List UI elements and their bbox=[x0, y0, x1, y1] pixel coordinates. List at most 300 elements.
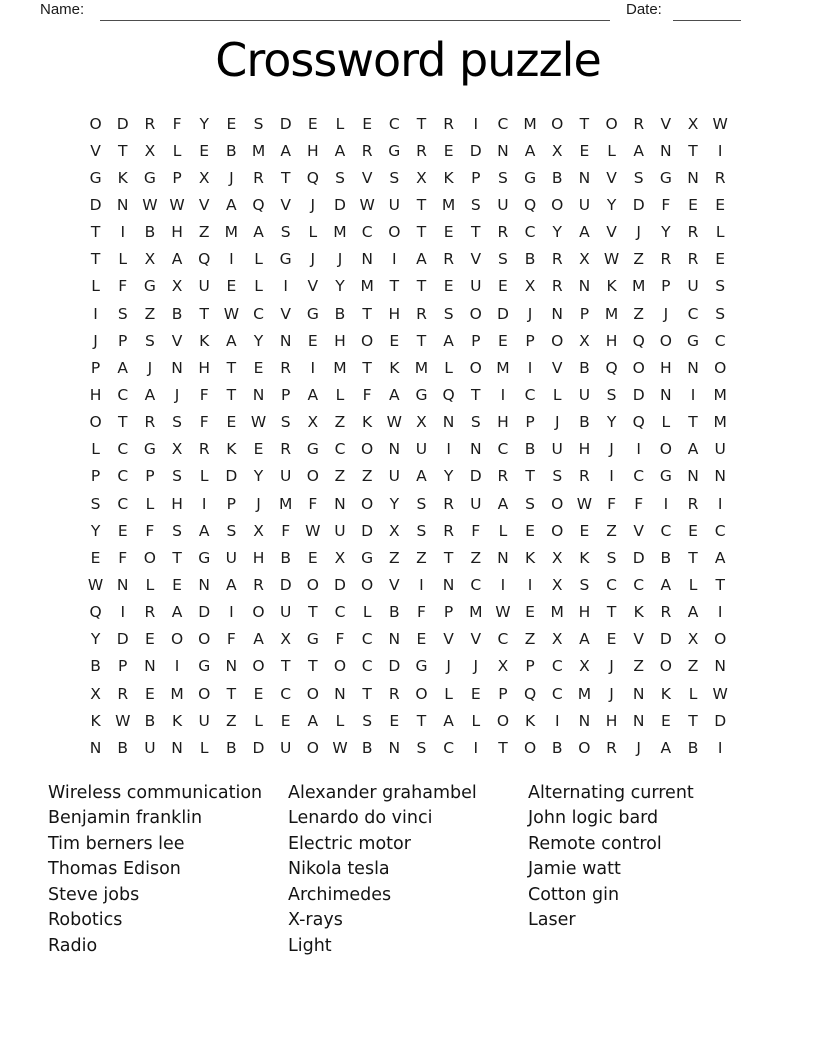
grid-letter: L bbox=[254, 250, 263, 269]
grid-letter: G bbox=[89, 168, 102, 187]
grid-letter: C bbox=[633, 575, 645, 594]
grid-letter: A bbox=[687, 440, 699, 459]
grid-letter: U bbox=[144, 738, 156, 757]
grid-letter: O bbox=[361, 575, 374, 594]
grid-letter: H bbox=[497, 413, 509, 432]
grid-letter: G bbox=[361, 548, 374, 567]
grid-letter: D bbox=[714, 711, 727, 730]
grid-letter: U bbox=[279, 738, 292, 757]
grid-letter: C bbox=[497, 114, 509, 133]
grid-letter: B bbox=[280, 548, 291, 567]
grid-letter: L bbox=[91, 440, 100, 459]
grid-letter: D bbox=[632, 548, 645, 567]
grid-letter: A bbox=[253, 223, 264, 242]
grid-letter: C bbox=[361, 657, 373, 676]
grid-letter: R bbox=[361, 141, 373, 160]
grid-letter: L bbox=[199, 467, 209, 486]
grid-letter: L bbox=[661, 413, 671, 432]
word-list-item: Alternating current bbox=[528, 783, 694, 803]
grid-letter: X bbox=[171, 277, 183, 296]
date-label: Date: bbox=[626, 1, 662, 18]
grid-letter: M bbox=[713, 385, 727, 404]
grid-letter: C bbox=[524, 385, 536, 404]
grid-letter: R bbox=[497, 223, 509, 242]
grid-letter: R bbox=[687, 250, 699, 269]
grid-letter: R bbox=[416, 141, 427, 160]
grid-letter: E bbox=[307, 114, 318, 133]
grid-letter: M bbox=[604, 304, 619, 323]
grid-letter: R bbox=[606, 738, 617, 757]
grid-letter: P bbox=[661, 277, 671, 296]
grid-letter: X bbox=[144, 250, 156, 269]
grid-letter: P bbox=[525, 657, 535, 676]
grid-letter: J bbox=[527, 304, 533, 323]
grid-letter: Q bbox=[632, 331, 645, 350]
grid-letter: Y bbox=[552, 223, 562, 242]
grid-letter: X bbox=[551, 548, 563, 567]
grid-letter: F bbox=[634, 494, 644, 513]
grid-letter: I bbox=[174, 657, 180, 676]
grid-letter: U bbox=[415, 440, 428, 459]
word-list-item: Electric motor bbox=[288, 833, 411, 854]
word-list-item: Nikola tesla bbox=[288, 859, 390, 880]
grid-letter: A bbox=[687, 603, 699, 622]
grid-letter: X bbox=[144, 141, 156, 160]
grid-letter: C bbox=[524, 223, 536, 242]
grid-letter: O bbox=[415, 684, 428, 703]
grid-letter: E bbox=[144, 684, 155, 703]
grid-letter: G bbox=[306, 440, 319, 459]
grid-letter: E bbox=[525, 521, 535, 540]
grid-letter: X bbox=[416, 413, 427, 432]
grid-letter: R bbox=[253, 168, 264, 187]
grid-letter: T bbox=[471, 223, 481, 242]
grid-letter: J bbox=[310, 195, 316, 214]
grid-letter: O bbox=[306, 684, 319, 703]
grid-letter: U bbox=[198, 277, 210, 296]
grid-letter: W bbox=[359, 195, 375, 214]
grid-letter: Y bbox=[253, 331, 264, 350]
grid-letter: V bbox=[361, 168, 373, 187]
grid-letter: B bbox=[579, 358, 590, 377]
grid-letter: R bbox=[443, 521, 454, 540]
grid-letter: N bbox=[198, 575, 210, 594]
grid-letter: R bbox=[497, 467, 509, 486]
grid-letter: B bbox=[144, 223, 156, 242]
word-list-item: John logic bard bbox=[528, 808, 659, 829]
grid-letter: Z bbox=[334, 467, 346, 486]
grid-letter: O bbox=[469, 304, 482, 323]
grid-letter: I bbox=[500, 575, 506, 594]
grid-letter: T bbox=[280, 657, 291, 676]
grid-letter: A bbox=[226, 575, 237, 594]
grid-letter: R bbox=[660, 603, 672, 622]
grid-letter: H bbox=[578, 440, 591, 459]
grid-letter: F bbox=[145, 521, 155, 540]
grid-letter: N bbox=[660, 385, 672, 404]
puzzle-title: Crossword puzzle bbox=[215, 33, 601, 87]
grid-letter: R bbox=[714, 168, 726, 187]
grid-letter: G bbox=[198, 548, 211, 567]
grid-letter: X bbox=[198, 168, 210, 187]
grid-letter: P bbox=[443, 603, 454, 622]
grid-letter: G bbox=[388, 141, 401, 160]
grid-letter: D bbox=[659, 630, 672, 649]
grid-letter: Z bbox=[334, 413, 346, 432]
grid-letter: T bbox=[389, 277, 400, 296]
grid-letter: Q bbox=[632, 413, 645, 432]
grid-letter: O bbox=[89, 413, 102, 432]
grid-letter: T bbox=[226, 358, 237, 377]
grid-letter: B bbox=[334, 304, 346, 323]
grid-letter: D bbox=[361, 521, 374, 540]
grid-letter: B bbox=[660, 548, 672, 567]
grid-letter: E bbox=[226, 413, 237, 432]
grid-letter: T bbox=[443, 548, 454, 567]
grid-letter: N bbox=[632, 684, 645, 703]
grid-letter: R bbox=[551, 277, 563, 296]
grid-letter: N bbox=[171, 738, 183, 757]
grid-letter: N bbox=[116, 575, 129, 594]
grid-letter: T bbox=[688, 548, 698, 567]
grid-letter: O bbox=[361, 331, 374, 350]
grid-letter: R bbox=[144, 413, 156, 432]
grid-letter: S bbox=[280, 223, 291, 242]
grid-letter: M bbox=[577, 684, 592, 703]
grid-letter: H bbox=[171, 223, 183, 242]
grid-letter: O bbox=[551, 331, 564, 350]
grid-letter: C bbox=[606, 575, 617, 594]
grid-letter: J bbox=[310, 250, 316, 269]
grid-letter: I bbox=[120, 223, 126, 242]
grid-letter: O bbox=[659, 440, 672, 459]
grid-letter: I bbox=[392, 250, 397, 269]
grid-letter: S bbox=[226, 521, 237, 540]
grid-letter: H bbox=[198, 358, 211, 377]
grid-letter: E bbox=[199, 141, 210, 160]
grid-letter: K bbox=[117, 168, 128, 187]
grid-letter: H bbox=[605, 331, 618, 350]
grid-letter: B bbox=[551, 168, 563, 187]
grid-letter: T bbox=[579, 114, 590, 133]
grid-letter: E bbox=[416, 630, 427, 649]
grid-letter: I bbox=[554, 711, 560, 730]
grid-letter: T bbox=[118, 141, 128, 160]
grid-letter: A bbox=[416, 250, 427, 269]
grid-letter: E bbox=[307, 548, 318, 567]
grid-letter: Y bbox=[606, 413, 617, 432]
grid-letter: V bbox=[551, 358, 563, 377]
grid-letter: D bbox=[279, 114, 292, 133]
grid-letter: C bbox=[660, 521, 672, 540]
grid-letter: A bbox=[443, 711, 454, 730]
grid-letter: V bbox=[198, 195, 210, 214]
grid-letter: M bbox=[251, 141, 266, 160]
grid-letter: O bbox=[496, 711, 510, 730]
grid-letter: H bbox=[605, 711, 618, 730]
grid-letter: W bbox=[250, 413, 267, 432]
grid-letter: D bbox=[116, 114, 129, 133]
grid-letter: N bbox=[252, 385, 265, 404]
grid-letter: C bbox=[714, 331, 726, 350]
grid-letter: V bbox=[280, 195, 291, 214]
grid-letter: C bbox=[117, 494, 129, 513]
grid-letter: I bbox=[717, 494, 723, 513]
grid-letter: I bbox=[229, 250, 234, 269]
grid-letter: S bbox=[362, 711, 373, 730]
grid-letter: Z bbox=[416, 548, 427, 567]
grid-letter: N bbox=[632, 711, 645, 730]
grid-letter: I bbox=[120, 603, 126, 622]
grid-letter: E bbox=[226, 114, 237, 133]
word-list-item: Jamie watt bbox=[528, 859, 621, 880]
grid-letter: X bbox=[579, 331, 590, 350]
date-fill-line bbox=[673, 20, 741, 21]
grid-letter: P bbox=[90, 358, 101, 377]
grid-letter: J bbox=[609, 684, 614, 703]
grid-letter: D bbox=[469, 467, 482, 486]
grid-letter: E bbox=[443, 141, 454, 160]
grid-letter: N bbox=[687, 467, 699, 486]
grid-letter: B bbox=[144, 711, 156, 730]
grid-letter: M bbox=[414, 358, 429, 377]
grid-letter: C bbox=[714, 521, 726, 540]
grid-letter: C bbox=[117, 467, 129, 486]
grid-letter: Z bbox=[388, 548, 400, 567]
grid-letter: Q bbox=[523, 195, 537, 214]
grid-letter: J bbox=[256, 494, 261, 513]
grid-letter: N bbox=[279, 331, 292, 350]
grid-letter: E bbox=[144, 630, 155, 649]
grid-letter: O bbox=[551, 521, 564, 540]
word-list-column bbox=[48, 781, 288, 959]
grid-letter: H bbox=[89, 385, 102, 404]
grid-letter: E bbox=[715, 195, 726, 214]
grid-letter: A bbox=[117, 358, 129, 377]
grid-letter: V bbox=[633, 521, 644, 540]
grid-letter: M bbox=[550, 603, 564, 622]
grid-letter: W bbox=[495, 603, 511, 622]
grid-letter: T bbox=[226, 385, 237, 404]
grid-letter: Y bbox=[253, 467, 264, 486]
grid-letter: G bbox=[415, 657, 428, 676]
grid-letter: O bbox=[252, 603, 265, 622]
grid-letter: M bbox=[469, 603, 483, 622]
grid-letter: R bbox=[280, 358, 292, 377]
grid-letter: A bbox=[253, 630, 264, 649]
word-list-item: Cotton gin bbox=[528, 884, 620, 905]
grid-letter: C bbox=[633, 467, 645, 486]
grid-letter: A bbox=[524, 141, 536, 160]
grid-letter: A bbox=[198, 521, 210, 540]
grid-letter: I bbox=[527, 575, 533, 594]
grid-letter: X bbox=[280, 630, 291, 649]
grid-letter: T bbox=[688, 711, 698, 730]
grid-letter: I bbox=[690, 385, 696, 404]
grid-letter: B bbox=[361, 738, 373, 757]
grid-letter: X bbox=[551, 141, 563, 160]
grid-letter: A bbox=[388, 385, 400, 404]
grid-letter: T bbox=[525, 467, 535, 486]
grid-letter: R bbox=[117, 684, 129, 703]
grid-letter: Y bbox=[90, 630, 101, 649]
grid-letter: J bbox=[473, 657, 479, 676]
grid-letter: V bbox=[443, 630, 454, 649]
grid-letter: Q bbox=[252, 195, 265, 214]
grid-letter: N bbox=[144, 657, 156, 676]
grid-letter: L bbox=[254, 711, 263, 730]
grid-letter: V bbox=[606, 223, 617, 242]
word-list-item: Wireless communication bbox=[48, 783, 263, 803]
grid-letter: H bbox=[660, 358, 672, 377]
grid-letter: P bbox=[90, 467, 101, 486]
grid-letter: O bbox=[252, 657, 265, 676]
grid-letter: S bbox=[498, 168, 508, 187]
grid-letter: F bbox=[226, 630, 236, 649]
grid-letter: O bbox=[306, 467, 319, 486]
grid-letter: P bbox=[226, 494, 237, 513]
grid-letter: I bbox=[663, 494, 669, 513]
grid-letter: X bbox=[687, 630, 699, 649]
grid-letter: Y bbox=[389, 494, 400, 513]
grid-letter: W bbox=[87, 575, 104, 594]
grid-letter: A bbox=[307, 711, 319, 730]
grid-letter: F bbox=[308, 494, 318, 513]
grid-letter: S bbox=[470, 413, 481, 432]
grid-letter: N bbox=[171, 358, 183, 377]
grid-letter: N bbox=[578, 277, 591, 296]
grid-letter: K bbox=[579, 548, 590, 567]
grid-letter: G bbox=[143, 440, 156, 459]
grid-letter: Y bbox=[199, 114, 209, 133]
grid-letter: I bbox=[500, 385, 506, 404]
grid-letter: E bbox=[606, 630, 617, 649]
grid-letter: C bbox=[497, 440, 509, 459]
grid-letter: Z bbox=[226, 711, 237, 730]
grid-letter: O bbox=[469, 358, 482, 377]
grid-letter: L bbox=[471, 711, 481, 730]
grid-letter: D bbox=[496, 304, 509, 323]
grid-letter: Z bbox=[633, 304, 645, 323]
grid-letter: E bbox=[117, 521, 128, 540]
grid-letter: C bbox=[334, 603, 346, 622]
grid-letter: Z bbox=[687, 657, 699, 676]
grid-letter: I bbox=[419, 575, 424, 594]
grid-letter: J bbox=[446, 657, 451, 676]
grid-letter: M bbox=[333, 358, 347, 377]
grid-letter: T bbox=[90, 223, 101, 242]
grid-letter: V bbox=[660, 114, 672, 133]
grid-letter: S bbox=[280, 413, 291, 432]
grid-letter: T bbox=[308, 657, 318, 676]
grid-letter: S bbox=[470, 195, 481, 214]
grid-letter: O bbox=[714, 630, 727, 649]
grid-letter: W bbox=[712, 114, 728, 133]
grid-letter: J bbox=[337, 250, 343, 269]
grid-letter: O bbox=[551, 494, 564, 513]
grid-letter: B bbox=[226, 141, 237, 160]
grid-letter: Q bbox=[89, 603, 102, 622]
grid-letter: U bbox=[388, 195, 400, 214]
grid-letter: E bbox=[660, 711, 671, 730]
word-list-item: Tim berners lee bbox=[48, 833, 185, 854]
grid-letter: A bbox=[280, 141, 291, 160]
grid-letter: N bbox=[578, 711, 591, 730]
grid-letter: K bbox=[171, 711, 183, 730]
grid-letter: E bbox=[253, 684, 264, 703]
grid-letter: Y bbox=[335, 277, 345, 296]
grid-letter: L bbox=[145, 494, 155, 513]
grid-letter: I bbox=[310, 358, 316, 377]
grid-letter: R bbox=[633, 114, 645, 133]
word-list-item: Lenardo do vinci bbox=[288, 808, 433, 829]
grid-letter: C bbox=[687, 304, 699, 323]
grid-letter: I bbox=[527, 358, 533, 377]
grid-letter: C bbox=[497, 630, 509, 649]
grid-letter: O bbox=[198, 684, 211, 703]
grid-letter: O bbox=[306, 738, 319, 757]
grid-letter: B bbox=[524, 250, 536, 269]
grid-letter: K bbox=[362, 413, 373, 432]
grid-letter: B bbox=[171, 304, 183, 323]
grid-letter: I bbox=[717, 603, 723, 622]
grid-letter: I bbox=[446, 440, 451, 459]
grid-letter: E bbox=[389, 711, 400, 730]
grid-letter: V bbox=[606, 168, 617, 187]
grid-letter: O bbox=[659, 331, 672, 350]
grid-letter: M bbox=[170, 684, 184, 703]
grid-letter: O bbox=[143, 548, 156, 567]
grid-letter: P bbox=[118, 657, 128, 676]
grid-letter: K bbox=[524, 548, 536, 567]
grid-letter: T bbox=[606, 603, 617, 622]
grid-letter: X bbox=[551, 630, 563, 649]
grid-letter: U bbox=[279, 467, 292, 486]
grid-letter: N bbox=[551, 304, 564, 323]
grid-letter: A bbox=[660, 738, 672, 757]
grid-letter: W bbox=[142, 195, 158, 214]
grid-letter: S bbox=[633, 168, 644, 187]
word-list-item: Remote control bbox=[528, 833, 662, 854]
grid-letter: T bbox=[90, 250, 101, 269]
grid-letter: P bbox=[525, 331, 535, 350]
word-list bbox=[48, 781, 768, 959]
grid-letter: N bbox=[334, 494, 346, 513]
grid-letter: F bbox=[335, 630, 345, 649]
grid-letter: C bbox=[253, 304, 264, 323]
grid-letter: T bbox=[280, 168, 291, 187]
grid-letter: T bbox=[362, 684, 372, 703]
grid-letter: O bbox=[333, 657, 347, 676]
grid-letter: C bbox=[551, 684, 563, 703]
grid-letter: C bbox=[361, 223, 373, 242]
grid-letter: O bbox=[89, 114, 102, 133]
grid-letter: E bbox=[90, 548, 101, 567]
grid-letter: R bbox=[443, 114, 454, 133]
grid-letter: P bbox=[471, 168, 481, 187]
grid-letter: J bbox=[609, 440, 614, 459]
grid-letter: M bbox=[278, 494, 293, 513]
grid-letter: T bbox=[416, 223, 427, 242]
grid-letter: S bbox=[172, 521, 182, 540]
grid-letter: O bbox=[714, 358, 727, 377]
grid-letter: D bbox=[198, 603, 211, 622]
grid-letter: Y bbox=[443, 467, 454, 486]
grid-letter: X bbox=[579, 657, 590, 676]
grid-letter: W bbox=[305, 521, 321, 540]
grid-letter: O bbox=[198, 630, 211, 649]
grid-letter: M bbox=[713, 413, 727, 432]
